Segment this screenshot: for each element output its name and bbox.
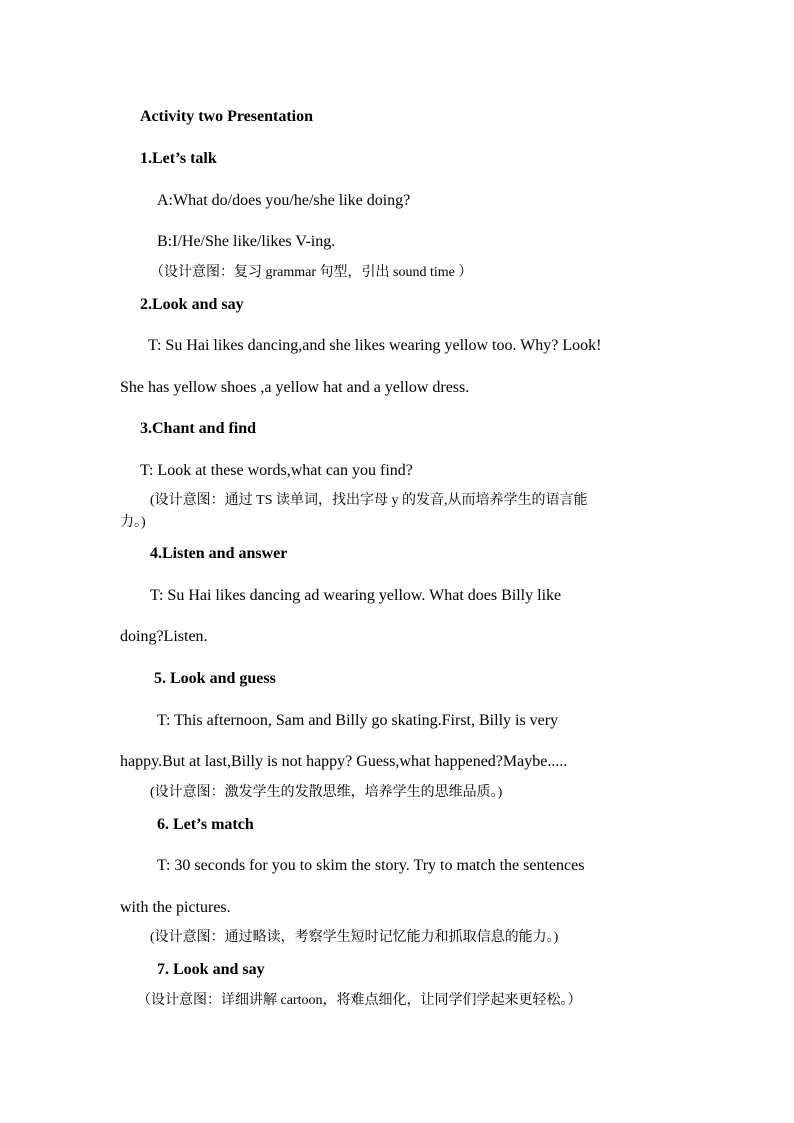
activity-two-title: Activity two Presentation xyxy=(140,108,313,125)
section-5-heading: 5. Look and guess xyxy=(154,670,276,687)
dialogue-line-b: B:I/He/She like/likes V-ing. xyxy=(157,233,336,250)
section-3-text: T: Look at these words,what can you find? xyxy=(140,462,413,479)
design-note-2-line-1: (设计意图：通过 TS 读单词，找出字母 y 的发音,从而培养学生的语言能 xyxy=(150,493,588,508)
section-2-text-2: She has yellow shoes ,a yellow hat and a yellow dress. xyxy=(120,379,470,396)
section-6-heading: 6. Let’s match xyxy=(157,816,254,833)
section-6-text-1: T: 30 seconds for you to skim the story. Try to match the sentences xyxy=(157,857,585,874)
section-2-heading: 2.Look and say xyxy=(140,296,244,313)
section-4-heading: 4.Listen and answer xyxy=(150,545,288,562)
design-note-5: （设计意图：详细讲解 cartoon，将难点细化，让同学们学起来更轻松。） xyxy=(137,993,582,1008)
design-note-2-line-2: 力。) xyxy=(120,515,146,530)
design-note-4: (设计意图：通过略读，考察学生短时记忆能力和抓取信息的能力。) xyxy=(150,930,559,945)
section-7-heading: 7. Look and say xyxy=(157,961,265,978)
section-1-heading: 1.Let’s talk xyxy=(140,150,217,167)
section-5-text-2: happy.But at last,Billy is not happy? Guess,what happened?Maybe..... xyxy=(120,753,568,770)
section-4-text-2: doing?Listen. xyxy=(120,628,208,645)
design-note-1: （设计意图：复习 grammar 句型，引出 sound time ） xyxy=(150,265,473,280)
section-3-heading: 3.Chant and find xyxy=(140,420,257,437)
design-note-3: (设计意图：激发学生的发散思维，培养学生的思维品质。) xyxy=(150,785,503,800)
section-2-text-1: T: Su Hai likes dancing,and she likes wearing yellow too. Why? Look! xyxy=(148,337,602,354)
section-5-text-1: T: This afternoon, Sam and Billy go skating.First, Billy is very xyxy=(157,712,559,729)
dialogue-line-a: A:What do/does you/he/she like doing? xyxy=(157,192,411,209)
section-4-text-1: T: Su Hai likes dancing ad wearing yellow. What does Billy like xyxy=(150,587,562,604)
section-6-text-2: with the pictures. xyxy=(120,899,231,916)
